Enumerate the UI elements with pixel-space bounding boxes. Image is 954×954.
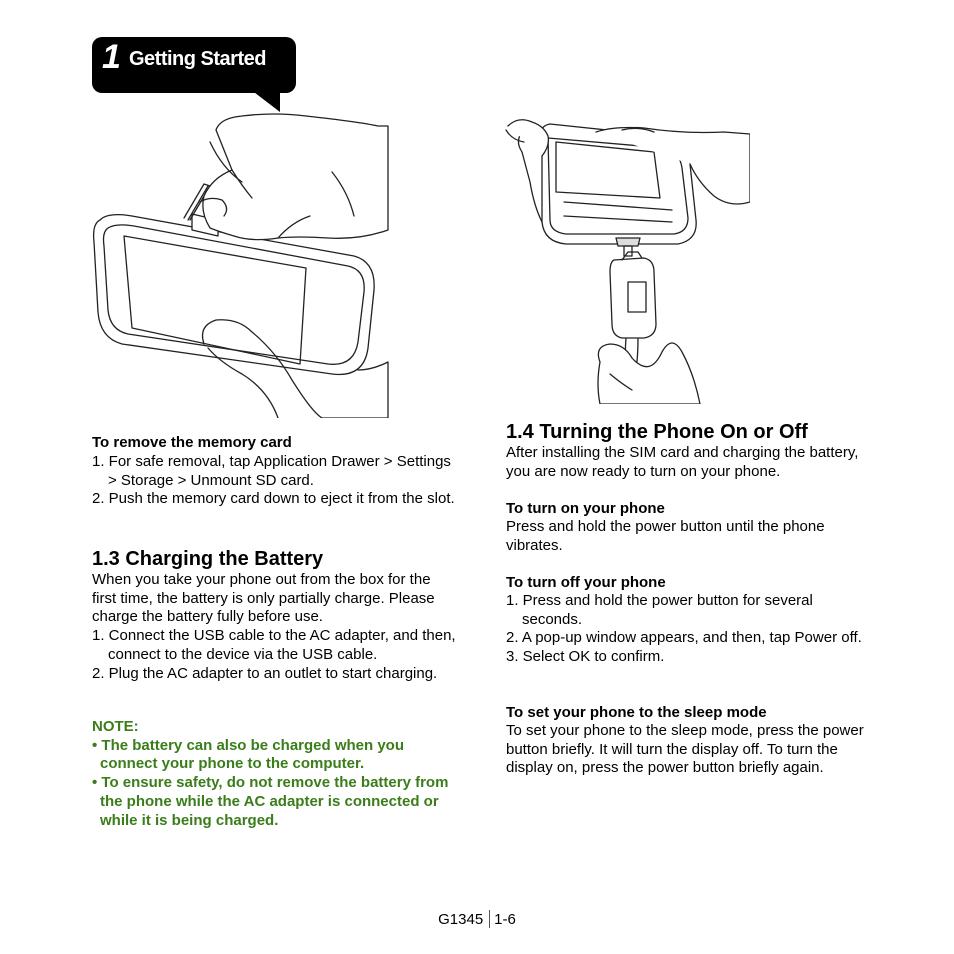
turn-on-heading: To turn on your phone — [506, 500, 665, 517]
charging-step-1: 1. Connect the USB cable to the AC adapter, and then, connect to the device via the USB cable. — [92, 627, 456, 663]
charging-note — [92, 718, 462, 830]
chapter-number: 1 — [102, 38, 121, 76]
note-item-2: • To ensure safety, do not remove the battery from the phone while the AC adapter is connected or while it is being charged. — [92, 774, 449, 829]
note-item-1: • The battery can also be charged when you connect your phone to the computer. — [92, 736, 404, 773]
turn-on-section — [506, 499, 876, 555]
turn-off-step-2: 2. A pop-up window appears, and then, tap Power off. — [506, 629, 862, 647]
charging-heading: 1.3 Charging the Battery — [92, 548, 324, 570]
memory-card-removal-illustration — [92, 112, 390, 418]
power-intro: After installing the SIM card and charging the battery, you are now ready to turn on your phone. — [506, 444, 859, 480]
sleep-heading: To set your phone to the sleep mode — [506, 704, 767, 721]
remove-card-step-1: 1. For safe removal, tap Application Drawer > Settings > Storage > Unmount SD card. — [92, 453, 451, 489]
turn-off-section — [506, 573, 876, 667]
sleep-text: To set your phone to the sleep mode, press the power button briefly. It will turn the display off. To turn the display on, press the power button briefly again. — [506, 722, 864, 777]
remove-card-heading: To remove the memory card — [92, 434, 292, 451]
turn-off-step-3: 3. Select OK to confirm. — [506, 648, 665, 666]
charging-section — [92, 547, 462, 683]
turn-off-step-1: 1. Press and hold the power button for several seconds. — [506, 592, 813, 628]
footer-separator — [489, 910, 490, 928]
footer-model: G1345 — [438, 911, 484, 928]
power-heading: 1.4 Turning the Phone On or Off — [506, 421, 808, 443]
charging-illustration — [504, 112, 750, 404]
page-footer — [0, 910, 954, 930]
turn-on-text: Press and hold the power button until the phone vibrates. — [506, 518, 825, 554]
charging-step-2: 2. Plug the AC adapter to an outlet to start charging. — [92, 664, 438, 682]
note-label: NOTE: — [92, 718, 139, 735]
sleep-section — [506, 703, 876, 778]
charging-intro: When you take your phone out from the box for the first time, the battery is only partially charge. Please charge the battery fully before use. — [92, 571, 435, 626]
turn-off-heading: To turn off your phone — [506, 574, 666, 591]
chapter-badge — [92, 37, 296, 93]
remove-card-section — [92, 433, 462, 509]
footer-page-number: 1-6 — [494, 911, 516, 928]
remove-card-step-2: 2. Push the memory card down to eject it from the slot. — [92, 490, 455, 508]
chapter-title: Getting Started — [129, 48, 266, 70]
badge-tail-icon — [246, 86, 282, 114]
power-section — [506, 420, 876, 481]
